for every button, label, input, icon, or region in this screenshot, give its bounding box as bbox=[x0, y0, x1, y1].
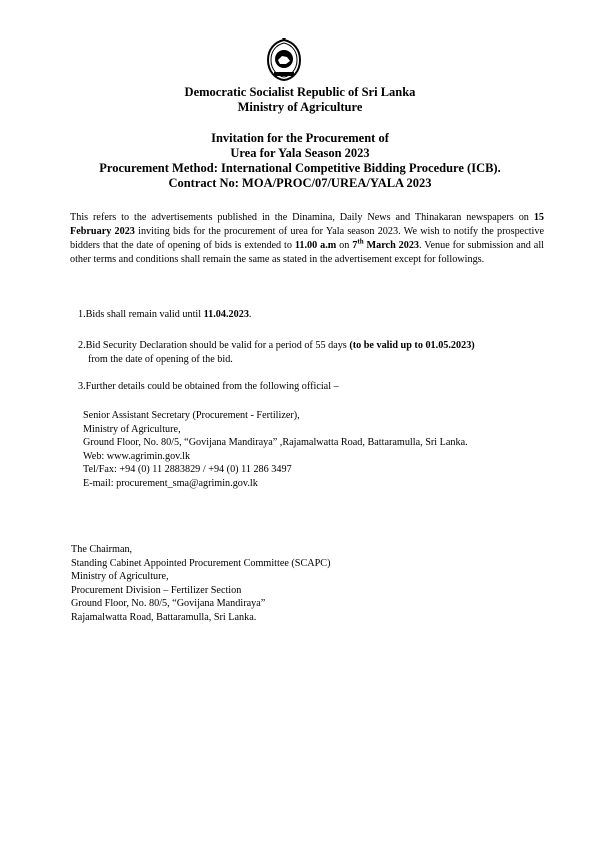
signature-block bbox=[71, 543, 330, 624]
opening-day-suffix: th bbox=[357, 237, 364, 246]
contract-number: Contract No: MOA/PROC/07/UREA/YALA 2023 bbox=[168, 176, 432, 190]
validity-date: 11.04.2023 bbox=[203, 309, 249, 320]
national-emblem-icon bbox=[262, 38, 306, 82]
chair-title: The Chairman, bbox=[71, 544, 133, 555]
contact-phone: Tel/Fax: +94 (0) 11 2883829 / +94 (0) 11 286 3497 bbox=[83, 464, 292, 475]
notice-title-line2: Urea for Yala Season 2023 bbox=[230, 146, 370, 160]
issuer-header bbox=[0, 85, 600, 115]
country-name: Democratic Socialist Republic of Sri Lanka bbox=[184, 85, 416, 99]
chair-address-1: Ground Floor, No. 80/5, “Govijana Mandiraya” bbox=[71, 598, 266, 609]
chair-division: Procurement Division – Fertilizer Section bbox=[71, 584, 242, 596]
intro-text-3: on bbox=[336, 240, 353, 251]
bid-security-validity: (to be valid up to 01.05.2023) bbox=[349, 340, 475, 351]
notice-title-line1: Invitation for the Procurement of bbox=[211, 131, 389, 145]
contact-title: Senior Assistant Secretary (Procurement - Fertilizer), bbox=[83, 410, 300, 421]
item1-end: . bbox=[248, 309, 252, 320]
contact-official-block bbox=[83, 409, 468, 490]
intro-text-2: inviting bids for the procurement of urea for Yala season 2023. We wish to notify the prospective bidders that the date of opening of bids is extended to bbox=[70, 226, 544, 251]
opening-time: 11.00 a.m bbox=[294, 240, 337, 251]
opening-day: 7 bbox=[352, 240, 358, 251]
contact-address: Ground Floor, No. 80/5, “Govijana Mandiraya” ,Rajamalwatta Road, Battaramulla, Sri Lanka. bbox=[83, 437, 468, 448]
list-item-2 bbox=[78, 339, 548, 367]
opening-month-year: March 2023 bbox=[363, 240, 420, 251]
published-date: 15 February 2023 bbox=[70, 212, 544, 237]
ministry-name: Ministry of Agriculture bbox=[237, 100, 363, 114]
chair-address-2: Rajamalwatta Road, Battaramulla, Sri Lanka. bbox=[71, 611, 257, 623]
contact-ministry: Ministry of Agriculture, bbox=[83, 423, 181, 435]
item2-continuation: from the date of opening of the bid. bbox=[88, 354, 233, 365]
notice-title-block bbox=[0, 131, 600, 191]
intro-text-1: This refers to the advertisements published in the Dinamina, Daily News and Thinakaran newspapers on bbox=[70, 212, 534, 223]
committee-name: Standing Cabinet Appointed Procurement Committee (SCAPC) bbox=[71, 557, 331, 569]
intro-text-4: . Venue for submission and all other terms and conditions shall remain the same as stated in the advertisement except for followings. bbox=[70, 240, 544, 265]
contact-email: E-mail: procurement_sma@agrimin.gov.lk bbox=[83, 477, 258, 489]
procurement-method: Procurement Method: International Competitive Bidding Procedure (ICB). bbox=[99, 161, 501, 175]
list-item-3: 3.Further details could be obtained from the following official – bbox=[78, 381, 339, 392]
chair-ministry: Ministry of Agriculture, bbox=[71, 571, 169, 582]
list-item-1 bbox=[78, 308, 548, 322]
item1-text: 1.Bids shall remain valid until bbox=[78, 309, 204, 320]
contact-web: Web: www.agrimin.gov.lk bbox=[83, 450, 191, 462]
item2-text: 2.Bid Security Declaration should be valid for a period of 55 days bbox=[78, 340, 350, 351]
intro-paragraph bbox=[70, 211, 544, 267]
